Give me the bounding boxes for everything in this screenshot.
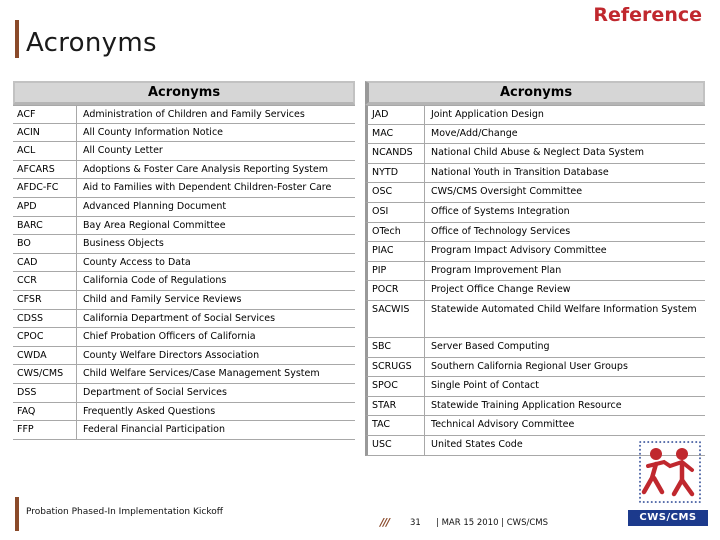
acronym-cell: MAC — [365, 125, 425, 145]
acronym-cell: ACL — [13, 142, 77, 161]
table-row — [13, 235, 355, 254]
definition-cell: Project Office Change Review — [425, 281, 705, 301]
table-row — [365, 301, 705, 338]
acronym-cell: OSI — [365, 203, 425, 223]
definition-cell: Statewide Automated Child Welfare Information System — [425, 301, 705, 338]
acronym-cell: PIP — [365, 262, 425, 282]
definition-cell: Child and Family Service Reviews — [77, 291, 355, 310]
definition-cell: Chief Probation Officers of California — [77, 328, 355, 347]
footer-meta: | MAR 15 2010 | CWS/CMS — [436, 518, 549, 528]
definition-cell: Bay Area Regional Committee — [77, 217, 355, 236]
table-heading: Acronyms — [365, 81, 705, 105]
definition-cell: Statewide Training Application Resource — [425, 397, 705, 417]
definition-cell: Move/Add/Change — [425, 125, 705, 145]
definition-cell: United States Code — [425, 436, 705, 456]
acronym-cell: CAD — [13, 254, 77, 273]
table-row — [13, 384, 355, 403]
acronym-cell: BARC — [13, 217, 77, 236]
definition-cell: CWS/CMS Oversight Committee — [425, 183, 705, 203]
table-row — [13, 347, 355, 366]
acronym-cell: CFSR — [13, 291, 77, 310]
definition-cell: Advanced Planning Document — [77, 198, 355, 217]
definition-cell: Program Impact Advisory Committee — [425, 242, 705, 262]
table-row — [13, 198, 355, 217]
acronym-cell: AFCARS — [13, 161, 77, 180]
definition-cell: Aid to Families with Dependent Children-Foster Care — [77, 179, 355, 198]
acronym-cell: POCR — [365, 281, 425, 301]
table-row — [13, 310, 355, 329]
acronym-cell: AFDC-FC — [13, 179, 77, 198]
table-row — [13, 161, 355, 180]
definition-cell: Office of Technology Services — [425, 223, 705, 243]
acronym-cell: BO — [13, 235, 77, 254]
footer-accent-bar — [15, 497, 19, 531]
table-row — [365, 377, 705, 397]
table-row — [13, 403, 355, 422]
table-row — [365, 144, 705, 164]
definition-cell: County Access to Data — [77, 254, 355, 273]
acronym-cell: CWDA — [13, 347, 77, 366]
table-row — [13, 421, 355, 440]
definition-cell: National Child Abuse & Neglect Data System — [425, 144, 705, 164]
table-row — [13, 254, 355, 273]
definition-cell: Southern California Regional User Groups — [425, 358, 705, 378]
table-row — [13, 142, 355, 161]
acronym-cell: TAC — [365, 416, 425, 436]
definition-cell: Server Based Computing — [425, 338, 705, 358]
table-row — [365, 242, 705, 262]
table-row — [13, 124, 355, 143]
table-row — [13, 272, 355, 291]
definition-cell: Frequently Asked Questions — [77, 403, 355, 422]
acronym-cell: FAQ — [13, 403, 77, 422]
acronym-cell: DSS — [13, 384, 77, 403]
acronym-cell: CWS/CMS — [13, 365, 77, 384]
definition-cell: All County Information Notice — [77, 124, 355, 143]
section-tag: Reference — [593, 4, 702, 26]
definition-cell: Adoptions & Foster Care Analysis Reporting System — [77, 161, 355, 180]
table-row — [13, 105, 355, 124]
definition-cell: Child Welfare Services/Case Management System — [77, 365, 355, 384]
acronym-cell: STAR — [365, 397, 425, 417]
table-row — [365, 183, 705, 203]
acronym-cell: NYTD — [365, 164, 425, 184]
table-row — [365, 105, 705, 125]
table-body — [13, 105, 355, 440]
acronym-cell: JAD — [365, 105, 425, 125]
table-row — [365, 262, 705, 282]
footer-slashes: /// — [380, 516, 390, 529]
title-accent-bar — [15, 20, 19, 58]
definition-cell: National Youth in Transition Database — [425, 164, 705, 184]
definition-cell: All County Letter — [77, 142, 355, 161]
table-heading: Acronyms — [13, 81, 355, 105]
table-row — [365, 164, 705, 184]
definition-cell: Technical Advisory Committee — [425, 416, 705, 436]
table-row — [13, 328, 355, 347]
table-row — [13, 365, 355, 384]
definition-cell: Office of Systems Integration — [425, 203, 705, 223]
logo-text: CWS/CMS — [628, 510, 708, 526]
table-body — [365, 105, 705, 456]
acronym-cell: SPOC — [365, 377, 425, 397]
table-row — [13, 179, 355, 198]
table-row — [365, 281, 705, 301]
acronym-cell: SCRUGS — [365, 358, 425, 378]
table-row — [365, 223, 705, 243]
definition-cell: Administration of Children and Family Services — [77, 105, 355, 124]
acronym-cell: SACWIS — [365, 301, 425, 338]
acronym-cell: OSC — [365, 183, 425, 203]
acronym-cell: CCR — [13, 272, 77, 291]
definition-cell: Department of Social Services — [77, 384, 355, 403]
acronym-cell: USC — [365, 436, 425, 456]
presentation-title: Probation Phased-In Implementation Kickoff — [26, 507, 223, 517]
definition-cell: Joint Application Design — [425, 105, 705, 125]
acronym-cell: CPOC — [13, 328, 77, 347]
table-row — [13, 291, 355, 310]
table-row — [365, 203, 705, 223]
definition-cell: California Code of Regulations — [77, 272, 355, 291]
definition-cell: Single Point of Contact — [425, 377, 705, 397]
acronym-cell: SBC — [365, 338, 425, 358]
table-row — [365, 125, 705, 145]
table-row — [13, 217, 355, 236]
table-row — [365, 397, 705, 417]
table-row — [365, 416, 705, 436]
definition-cell: California Department of Social Services — [77, 310, 355, 329]
acronyms-table-left — [13, 81, 355, 440]
acronym-cell: FFP — [13, 421, 77, 440]
acronym-cell: OTech — [365, 223, 425, 243]
definition-cell: Business Objects — [77, 235, 355, 254]
acronym-cell: NCANDS — [365, 144, 425, 164]
page-title: Acronyms — [26, 28, 157, 58]
acronyms-table-right — [365, 81, 705, 456]
table-row — [365, 358, 705, 378]
definition-cell: County Welfare Directors Association — [77, 347, 355, 366]
table-row — [365, 338, 705, 358]
page-number: 31 — [410, 518, 421, 528]
acronym-cell: CDSS — [13, 310, 77, 329]
definition-cell: Program Improvement Plan — [425, 262, 705, 282]
acronym-cell: PIAC — [365, 242, 425, 262]
acronym-cell: ACIN — [13, 124, 77, 143]
acronym-cell: ACF — [13, 105, 77, 124]
definition-cell: Federal Financial Participation — [77, 421, 355, 440]
acronym-cell: APD — [13, 198, 77, 217]
